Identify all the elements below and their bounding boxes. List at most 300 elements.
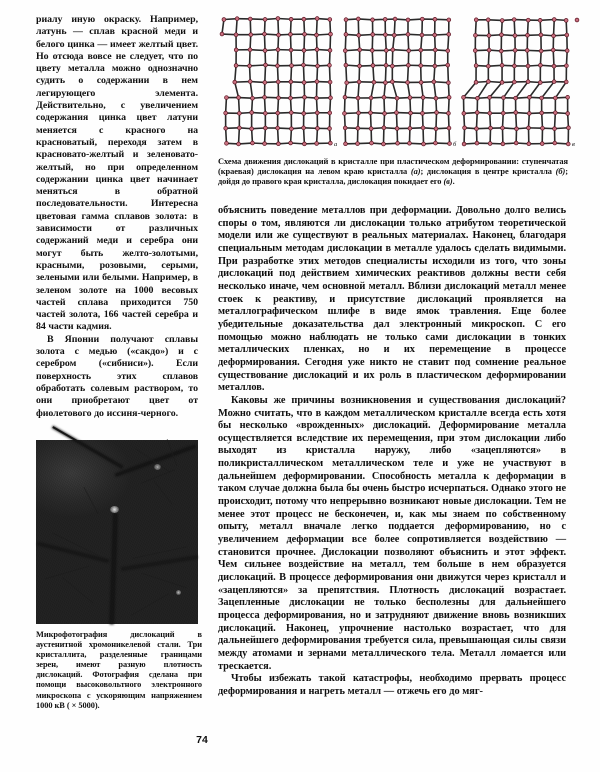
lattice-bond <box>226 98 227 113</box>
lattice-bond <box>553 50 554 66</box>
lattice-atom <box>315 111 319 115</box>
lattice-bond <box>370 113 371 129</box>
lattice-atom <box>390 80 394 84</box>
lattice-atom <box>408 126 412 130</box>
lattice-atom <box>358 48 362 52</box>
page-number: 74 <box>196 734 208 746</box>
lattice-bond <box>448 34 449 50</box>
lattice-atom <box>500 80 504 84</box>
lattice-atom <box>302 112 306 116</box>
lattice-atom <box>419 48 423 52</box>
lattice-atom <box>222 18 226 22</box>
lattice-bond <box>410 113 411 128</box>
lattice-atom <box>541 126 545 130</box>
figure-caption-line-3: в центре кристалла <box>474 167 552 177</box>
lattice-bond <box>516 82 529 99</box>
lattice-bond <box>385 65 386 82</box>
lattice-atom <box>432 80 436 84</box>
lattice-atom <box>315 48 319 52</box>
lattice-atom <box>383 81 387 85</box>
panel-label-в: в <box>572 141 575 148</box>
lattice-bond <box>488 50 489 66</box>
lattice-bond <box>250 50 265 51</box>
right-text-column <box>218 205 566 699</box>
lattice-atom <box>419 80 423 84</box>
lattice-atom <box>433 64 437 68</box>
lattice-bond <box>371 82 374 98</box>
paragraph: объяснить поведение металлов при деформации. Довольно долго велись споры о том, являются ли дислокации только атрибутом теоретической модели или же существуют в реальных материалах. Наконец, благодаря специальным методам дислокации в металле удалось сделать видимыми. При разработке этих методов специалисты исходили из того, что зоны дислокаций под действием химических реактивов должны вести себя несколько иначе, чем основной металл. Вблизи дислокаций металл менее стоек к реактиву, и присутствие дислокаций проявляется на металлографическом шлифе в виде ямок травления. Еще более убедительные доказательства дал электронный микроскоп. С его помощью можно наблюдать не только сами дислокации в тонких металлических пленках, но и их перемещение в процессе деформирования. Сегодня уже никто не ставит под сомнение реальное существование дислокаций и их роль в пластическом деформировании металлов. <box>218 205 566 394</box>
lattice-bond <box>235 82 250 83</box>
lattice-atom <box>500 33 504 37</box>
lattice-atom <box>384 49 388 53</box>
lattice-atom <box>289 80 293 84</box>
lattice-bond <box>304 97 305 113</box>
lattice-bond <box>396 113 397 129</box>
lattice-atom <box>369 127 373 131</box>
lattice-bond <box>449 128 450 144</box>
lattice-atom <box>501 142 505 146</box>
lattice-atom <box>382 142 386 146</box>
lattice-atom <box>446 49 450 53</box>
figure-caption <box>218 157 568 188</box>
lattice-atom <box>408 96 412 100</box>
lattice-bond <box>250 35 251 50</box>
lattice-atom <box>344 18 348 22</box>
lattice-atom <box>552 18 556 22</box>
lattice-atom <box>552 34 556 38</box>
lattice-bond <box>317 66 318 82</box>
lattice-atom <box>565 64 569 68</box>
lattice-atom <box>328 48 332 52</box>
lattice-atom <box>289 48 293 52</box>
lattice-atom <box>251 141 255 145</box>
lattice-bond <box>385 35 386 51</box>
lattice-atom <box>356 17 360 21</box>
lattice-atom <box>406 81 410 85</box>
lattice-bond <box>476 113 477 129</box>
lattice-bond <box>304 34 305 50</box>
lattice-atom <box>420 33 424 37</box>
lattice-bond <box>239 128 240 144</box>
lattice-atom <box>276 126 280 130</box>
lattice-bond <box>422 97 423 113</box>
lattice-atom <box>528 95 532 99</box>
lattice-bond <box>434 82 436 98</box>
lattice-atom <box>263 49 267 53</box>
lattice-atom <box>303 95 307 99</box>
lattice-atom <box>356 142 360 146</box>
lattice-bond <box>448 65 449 83</box>
lattice-atom <box>328 141 332 145</box>
lattice-atom <box>540 111 544 115</box>
paragraph: риалу иную окраску. Например, латунь — сплав красной меди и белого цинка — имеет желтый цвет. Но отсюда вовсе не следует, что по цвету металла можно однозначно судить о содержании в нем легирующего элемента. Действительно, с увеличением содержания цинка цвет латуни меняется с красного на красноватый, переходя затем в красновато-желтый и зеленовато-желтый, но при определенном содержании цинка цвет начинает меняться в обратной последовательности. Интересна цветовая гамма сплавов золота: в зависимости от различных содержаний меди и серебра они могут быть желто-золотыми, красными, розовыми, серыми, зелеными или белыми. Например, в зеленом золоте на 1000 весовых частей сплава приходится 750 частей золота, 166 частей серебра и 84 части кадмия. <box>36 14 198 333</box>
lattice-bond <box>393 50 409 51</box>
lattice-atom <box>371 18 375 22</box>
lattice-bond <box>488 20 489 36</box>
lattice-bond <box>514 20 515 36</box>
lattice-bond <box>250 19 251 35</box>
lattice-atom <box>513 34 517 38</box>
lattice-atom <box>488 111 492 115</box>
lattice-atom <box>553 111 557 115</box>
lattice-atom <box>434 96 438 100</box>
figure-caption-line-1: Схема движения дислокаций в кристалле при пластическом деформировании: <box>218 157 519 166</box>
lattice-atom <box>552 80 556 84</box>
lattice-atom <box>276 17 280 21</box>
lattice-atom <box>553 127 557 131</box>
lattice-bond <box>250 65 266 66</box>
lattice-atom <box>343 95 347 99</box>
lattice-atom <box>225 96 229 100</box>
lattice-panel-а <box>220 17 337 148</box>
lattice-atom <box>263 18 267 22</box>
lattice-atom <box>315 80 319 84</box>
lattice-atom <box>514 141 518 145</box>
lattice-atom <box>526 80 530 84</box>
lattice-atom <box>224 126 228 130</box>
lattice-bond <box>235 82 239 97</box>
lattice-atom <box>316 126 320 130</box>
lattice-atom <box>393 17 397 21</box>
lattice-atom <box>357 80 361 84</box>
lattice-bond <box>555 113 556 129</box>
lattice-atom <box>328 127 332 131</box>
lattice-atom <box>474 80 478 84</box>
lattice-atom <box>500 63 504 67</box>
figure-marker-v: (в) <box>443 177 453 187</box>
lattice-bond <box>372 50 373 65</box>
lattice-atom <box>567 126 571 130</box>
lattice-atom <box>539 49 543 53</box>
lattice-bond <box>303 65 304 82</box>
lattice-atom <box>263 32 267 36</box>
lattice-atom <box>422 142 426 146</box>
lattice-atom <box>434 141 438 145</box>
lattice-atom <box>447 95 451 99</box>
lattice-bond <box>304 19 305 34</box>
lattice-atom <box>489 126 493 130</box>
lattice-atom <box>358 64 362 68</box>
lattice-atom <box>502 96 506 100</box>
lattice-atom <box>372 80 376 84</box>
lattice-bond <box>346 65 347 83</box>
lattice-bond <box>554 20 555 36</box>
lattice-atom <box>419 64 423 68</box>
figure-caption-line-5: его <box>430 177 442 187</box>
lattice-atom <box>328 111 332 115</box>
lattice-bond <box>304 128 305 144</box>
lattice-bond <box>265 128 266 144</box>
lattice-bond <box>264 34 265 50</box>
lattice-bond <box>278 128 279 144</box>
lattice-atom <box>539 33 543 37</box>
lattice-atom <box>406 32 410 36</box>
lattice-atom <box>462 142 466 146</box>
lattice-bond <box>235 66 236 83</box>
lattice-atom <box>421 111 425 115</box>
lattice-bond <box>265 97 266 113</box>
paragraph: Каковы же причины возникновения и существования дислокаций? Можно считать, что в каждом металлическом кристалле всегда есть хотя бы несколько «врожденных» дислокаций. Деформирование металла осуществляется вследствие их перемещения, при этом дислокации либо выходят из кристалла наружу, либо «зацепляются» в поликристаллическом металлическом теле и уже не участвуют в дальнейшем деформировании. Способность металла к деформации в таком случае должна была бы очень быстро исчерпаться. Однако этого не происходит, потому что непрерывно возникают новые дислокации. Тем не менее этот процесс не бесконечен, и, как мы знаем по собственному опыту, металл вначале легко поддается деформированию, но с увеличением деформации все более сопротивляется воздействию — становится прочнее. Дислокации позволяют объяснить и этот эффект. Чем сильнее воздействие на металл, тем больше в нем образуется дислокаций. В процессе деформирования они движутся через кристалл и «зацепляются» за препятствия. Плотность дислокаций возрастает. Зацепленные дислокации не только бесполезны для дальнейшего процесса деформирования, но и затрудняют движение вновь возникших дислокаций. Наконец, упрочнение настолько возрастает, что для дальнейшего деформирования требуется сила, превышающая силы связи между атомами и зернами металлического тела. Металл ломается или трескается. <box>218 394 566 672</box>
lattice-bond <box>250 50 251 66</box>
micrograph-dislocations-austenitic-steel <box>36 440 198 624</box>
lattice-atom <box>575 18 579 22</box>
lattice-atom <box>237 96 241 100</box>
lattice-bond <box>317 128 318 143</box>
lattice-atom <box>329 32 333 36</box>
lattice-atom <box>448 142 452 146</box>
lattice-bond <box>421 82 423 97</box>
lattice-atom <box>384 63 388 67</box>
lattice-atom <box>433 48 437 52</box>
lattice-bond <box>278 98 279 113</box>
lattice-atom <box>407 49 411 53</box>
lattice-bond <box>291 66 292 82</box>
lattice-atom <box>290 64 294 68</box>
lattice-atom <box>526 33 530 37</box>
lattice-bond <box>421 35 422 50</box>
lattice-atom <box>383 17 387 21</box>
lattice-bond <box>277 66 278 82</box>
figure-caption-line-2: ступенчатая (краевая) дислокация на левом краю кристалла <box>218 157 568 177</box>
lattice-atom <box>343 49 347 53</box>
lattice-atom <box>565 49 569 53</box>
lattice-atom <box>538 63 542 67</box>
lattice-atom <box>369 111 373 115</box>
lattice-atom <box>446 63 450 67</box>
lattice-atom <box>447 126 451 130</box>
lattice-atom <box>356 96 360 100</box>
dislocation-motion-figure <box>222 14 575 150</box>
lattice-atom <box>391 48 395 52</box>
lattice-atom <box>329 96 333 100</box>
lattice-atom <box>395 127 399 131</box>
lattice-bond <box>514 50 515 66</box>
lattice-atom <box>527 126 531 130</box>
lattice-atom <box>276 48 280 52</box>
lattice-bond <box>503 82 514 98</box>
lattice-atom <box>302 126 306 130</box>
lattice-bond <box>434 66 435 82</box>
lattice-atom <box>345 81 349 85</box>
lattice-atom <box>315 33 319 37</box>
lattice-atom <box>302 48 306 52</box>
lattice-atom <box>277 33 281 37</box>
lattice-bond <box>394 19 395 35</box>
lattice-atom <box>486 64 490 68</box>
lattice-bond <box>527 50 528 66</box>
lattice-bond <box>358 113 359 128</box>
lattice-atom <box>433 33 437 37</box>
lattice-atom <box>435 111 439 115</box>
lattice-bond <box>329 65 330 82</box>
lattice-atom <box>315 142 319 146</box>
lattice-atom <box>540 96 544 100</box>
lattice-atom <box>370 48 374 52</box>
lattice-atom <box>566 95 570 99</box>
lattice-atom <box>237 111 241 115</box>
lattice-atom <box>392 33 396 37</box>
lattice-atom <box>328 80 332 84</box>
lattice-atom <box>406 18 410 22</box>
lattice-atom <box>344 142 348 146</box>
lattice-atom <box>446 81 450 85</box>
lattice-atom <box>406 63 410 67</box>
lattice-atom <box>501 126 505 130</box>
lattice-atom <box>357 111 361 115</box>
lattice-atom <box>235 17 239 21</box>
lattice-atom <box>289 32 293 36</box>
lattice-atom <box>553 96 557 100</box>
figure-caption-end: . <box>452 177 455 187</box>
lattice-atom <box>302 17 306 21</box>
lattice-atom <box>408 141 412 145</box>
lattice-atom <box>551 48 555 52</box>
lattice-atom <box>463 126 467 130</box>
lattice-atom <box>474 33 478 37</box>
lattice-atom <box>289 17 293 21</box>
lattice-atom <box>527 112 531 116</box>
lattice-bond <box>329 50 330 65</box>
lattice-bond <box>290 34 291 50</box>
lattice-atom <box>276 64 280 68</box>
lattice-atom <box>433 17 437 21</box>
lattice-atom <box>237 142 241 146</box>
lattice-atom <box>357 33 361 37</box>
lattice-atom <box>369 96 373 100</box>
lattice-atom <box>237 126 241 130</box>
micrograph-figure <box>36 440 198 624</box>
lattice-atom <box>277 142 281 146</box>
lattice-atom <box>474 18 478 22</box>
lattice-atom <box>356 126 360 130</box>
lattice-bond <box>226 128 227 143</box>
lattice-atom <box>525 48 529 52</box>
lattice-bond <box>410 98 411 113</box>
lattice-atom <box>263 111 267 115</box>
lattice-atom <box>566 142 570 146</box>
lattice-atom <box>328 18 332 22</box>
lattice-atom <box>277 96 281 100</box>
figure-marker-b: (б) <box>555 167 566 177</box>
lattice-bond <box>358 82 359 98</box>
lattice-atom <box>302 63 306 67</box>
lattice-atom <box>276 80 280 84</box>
lattice-bond <box>290 19 291 34</box>
lattice-atom <box>421 126 425 130</box>
lattice-atom <box>512 18 516 22</box>
micrograph-caption: Микрофотография дислокаций в аустенитной хромоникелевой стали. Три кристаллита, разделенные границами зерен, имеют разную плотность дислокаций. Фотография сделана при помощи высоковольтного электронного микроскопа с ускоряющим напряжением 1000 кВ ( × 5000). <box>36 630 202 710</box>
lattice-atom <box>315 96 319 100</box>
lattice-atom <box>500 19 504 23</box>
lattice-atom <box>382 126 386 130</box>
lattice-atom <box>514 111 518 115</box>
lattice-atom <box>395 96 399 100</box>
left-text-column <box>36 14 198 420</box>
lattice-atom <box>371 64 375 68</box>
lattice-bond <box>490 82 503 97</box>
lattice-atom <box>316 64 320 68</box>
paragraph: Чтобы избежать такой катастрофы, необходимо прервать процесс деформирования и нагреть металл — отжечь его до мяг- <box>218 673 566 697</box>
lattice-atom <box>552 64 556 68</box>
lattice-atom <box>512 80 516 84</box>
lattice-atom <box>474 64 478 68</box>
lattice-bond <box>408 82 410 97</box>
film-grain-texture <box>36 440 198 624</box>
panel-label-б: б <box>453 141 457 148</box>
lattice-atom <box>553 141 557 145</box>
lattice-atom <box>234 48 238 52</box>
lattice-atom <box>383 112 387 116</box>
lattice-atom <box>249 33 253 37</box>
lattice-atom <box>343 126 347 130</box>
lattice-bond <box>250 82 252 99</box>
lattice-atom <box>303 32 307 36</box>
lattice-atom <box>488 142 492 146</box>
lattice-panel-б <box>343 17 457 148</box>
lattice-bond <box>278 19 279 35</box>
lattice-atom <box>526 18 530 22</box>
lattice-atom <box>514 96 518 100</box>
lattice-bond <box>436 113 437 129</box>
lattice-atom <box>513 48 517 52</box>
lattice-atom <box>289 111 293 115</box>
lattice-atom <box>515 127 519 131</box>
lattice-atom <box>564 18 568 22</box>
lattice-atom <box>263 126 267 130</box>
lattice-atom <box>263 81 267 85</box>
lattice-atom <box>248 64 252 68</box>
lattice-atom <box>371 33 375 37</box>
lattice-bond <box>330 98 331 113</box>
lattice-atom <box>289 96 293 100</box>
lattice-atom <box>248 17 252 21</box>
lattice-bond <box>542 113 543 128</box>
lattice-atom <box>343 112 347 116</box>
lattice-atom <box>234 64 238 68</box>
lattice-atom <box>486 80 490 84</box>
lattice-atom <box>462 95 466 99</box>
lattice-atom <box>527 142 531 146</box>
lattice-atom <box>395 111 399 115</box>
lattice-bond <box>475 51 476 66</box>
lattice-atom <box>566 112 570 116</box>
lattice-atom <box>220 32 224 36</box>
lattice-bond <box>529 82 540 97</box>
lattice-atom <box>462 112 466 116</box>
lattice-atom <box>565 33 569 37</box>
lattice-bond <box>566 51 567 66</box>
figure-marker-a: (а) <box>410 167 421 177</box>
lattice-bond <box>291 50 292 66</box>
lattice-atom <box>250 111 254 115</box>
lattice-atom <box>501 111 505 115</box>
lattice-bond <box>317 50 318 66</box>
lattice-atom <box>526 64 530 68</box>
lattice-bond <box>408 65 409 82</box>
lattice-bond <box>392 82 397 98</box>
lattice-bond <box>542 82 555 98</box>
lattice-atom <box>499 49 503 53</box>
lattice-atom <box>512 64 516 68</box>
lattice-bond <box>516 113 517 129</box>
lattice-atom <box>264 63 268 67</box>
lattice-atom <box>475 141 479 145</box>
figure-caption-line-4: ; дойдя до правого края кристалла, дислокация покидает <box>218 167 568 187</box>
lattice-bond <box>236 19 237 35</box>
lattice-atom <box>250 127 254 131</box>
lattice-atom <box>538 81 542 85</box>
lattice-atom <box>564 80 568 84</box>
